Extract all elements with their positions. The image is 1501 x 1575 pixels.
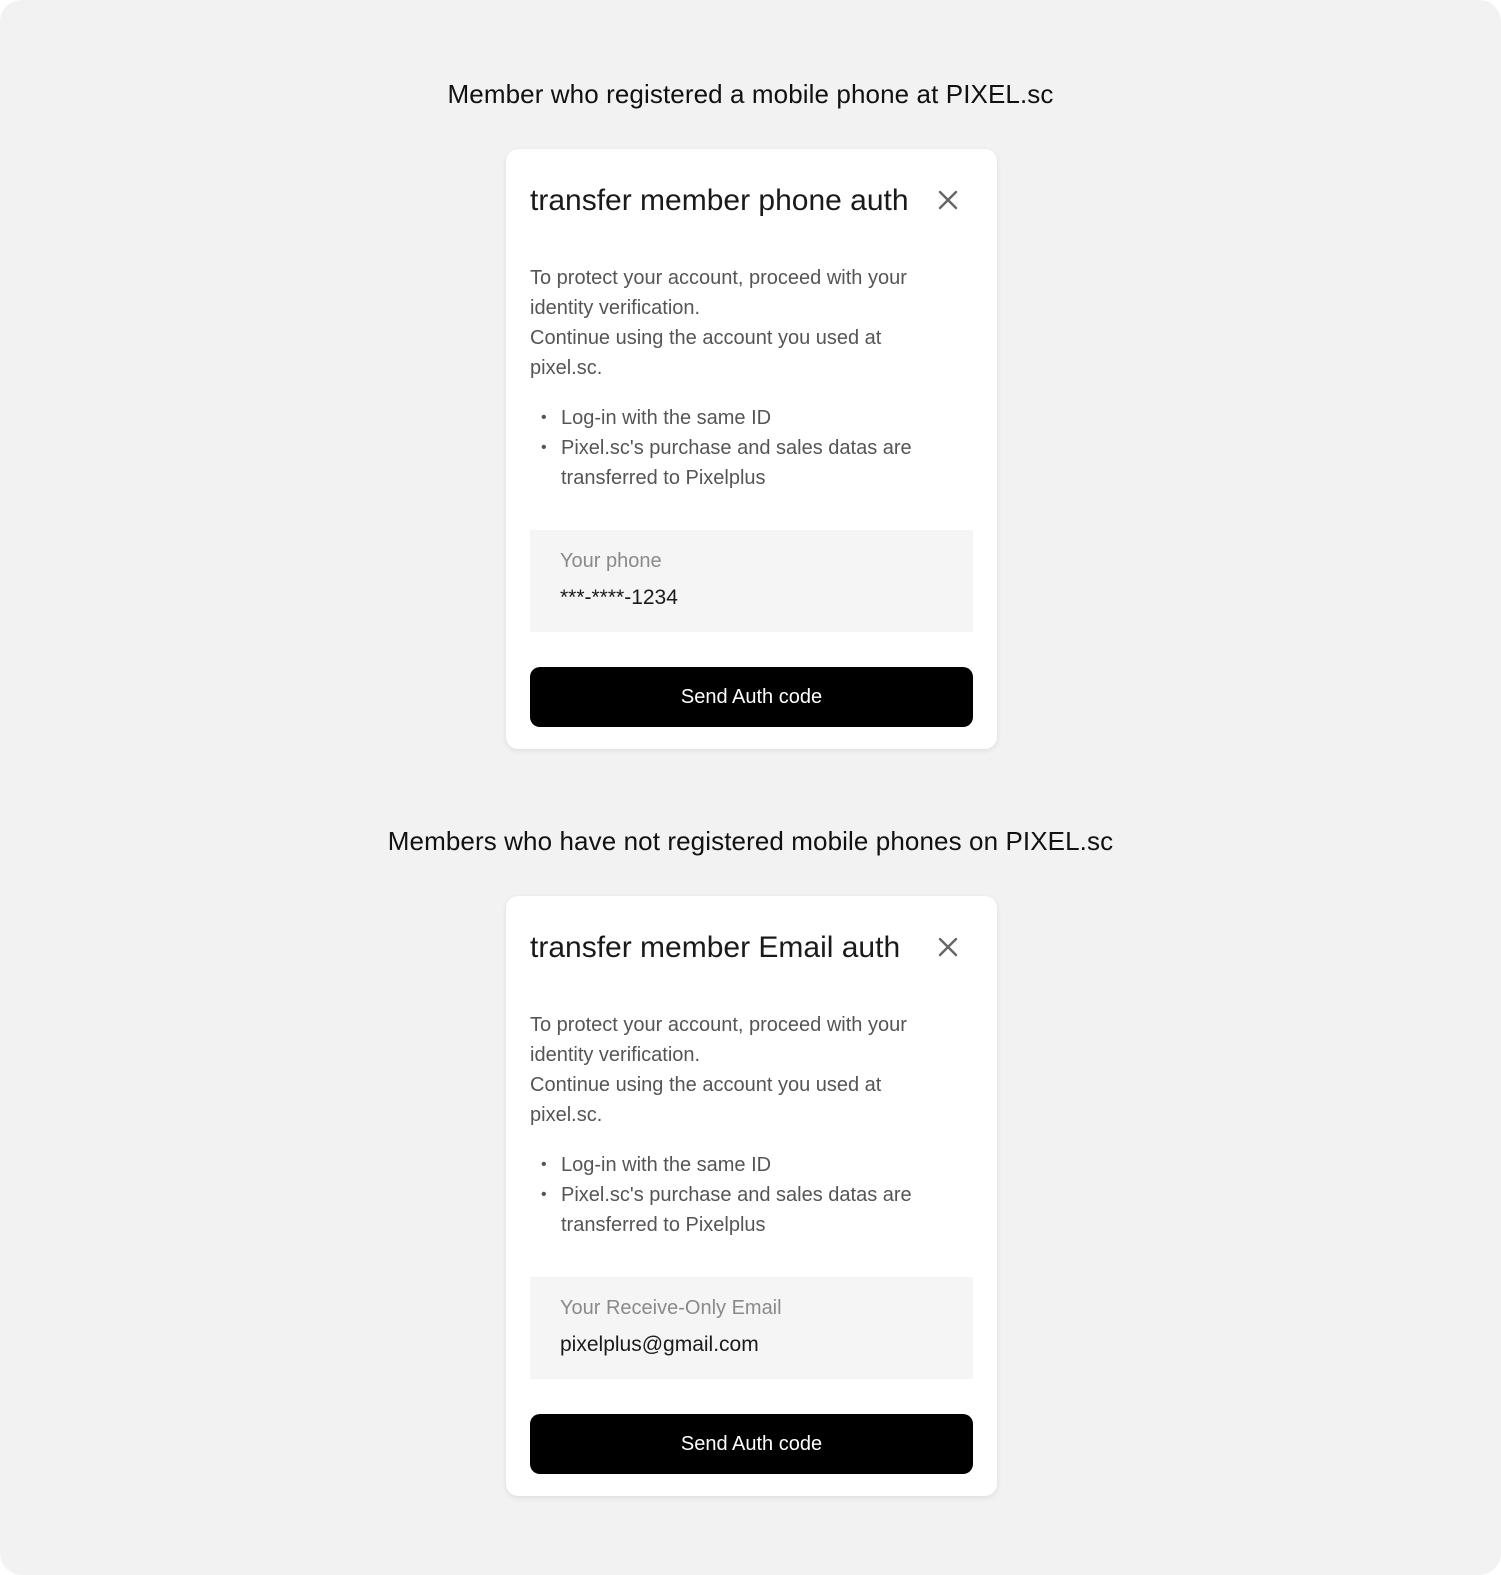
email-field [530, 1277, 973, 1379]
description-line: To protect your account, proceed with your identity verification. [530, 1014, 907, 1066]
send-auth-code-button[interactable]: Send Auth code [530, 667, 973, 727]
bullet-icon: • [541, 1156, 547, 1173]
benefit-list [530, 1150, 960, 1240]
email-auth-modal [506, 896, 997, 1496]
field-label: Your Receive-Only Email [560, 1297, 782, 1319]
modal-description [530, 1010, 950, 1130]
bullet-icon: • [541, 439, 547, 456]
field-label: Your phone [560, 550, 662, 572]
description-line: Continue using the account you used at pixel.sc. [530, 327, 882, 379]
bullet-icon: • [541, 409, 547, 426]
close-button[interactable] [935, 934, 961, 960]
list-item: • Pixel.sc's purchase and sales datas are transferred to Pixelplus [530, 1180, 960, 1240]
close-icon [935, 934, 961, 960]
phone-auth-modal [506, 149, 997, 749]
close-icon [935, 187, 961, 213]
section-heading-email: Members who have not registered mobile phones on PIXEL.sc [387, 826, 1114, 856]
description-line: Continue using the account you used at pixel.sc. [530, 1074, 882, 1126]
close-button[interactable] [935, 187, 961, 213]
bullet-icon: • [541, 1186, 547, 1203]
field-value: pixelplus@gmail.com [560, 1333, 759, 1356]
list-item: • Log-in with the same ID [530, 1150, 960, 1180]
modal-title: transfer member phone auth [530, 184, 909, 217]
phone-field [530, 530, 973, 632]
modal-description [530, 263, 950, 383]
list-item: • Log-in with the same ID [530, 403, 960, 433]
field-value: ***-****-1234 [560, 586, 678, 609]
list-item: • Pixel.sc's purchase and sales datas are transferred to Pixelplus [530, 433, 960, 493]
description-line: To protect your account, proceed with your identity verification. [530, 267, 907, 319]
modal-title: transfer member Email auth [530, 931, 901, 964]
benefit-list [530, 403, 960, 493]
section-heading-phone: Member who registered a mobile phone at PIXEL.sc [447, 79, 1054, 109]
send-auth-code-button[interactable]: Send Auth code [530, 1414, 973, 1474]
